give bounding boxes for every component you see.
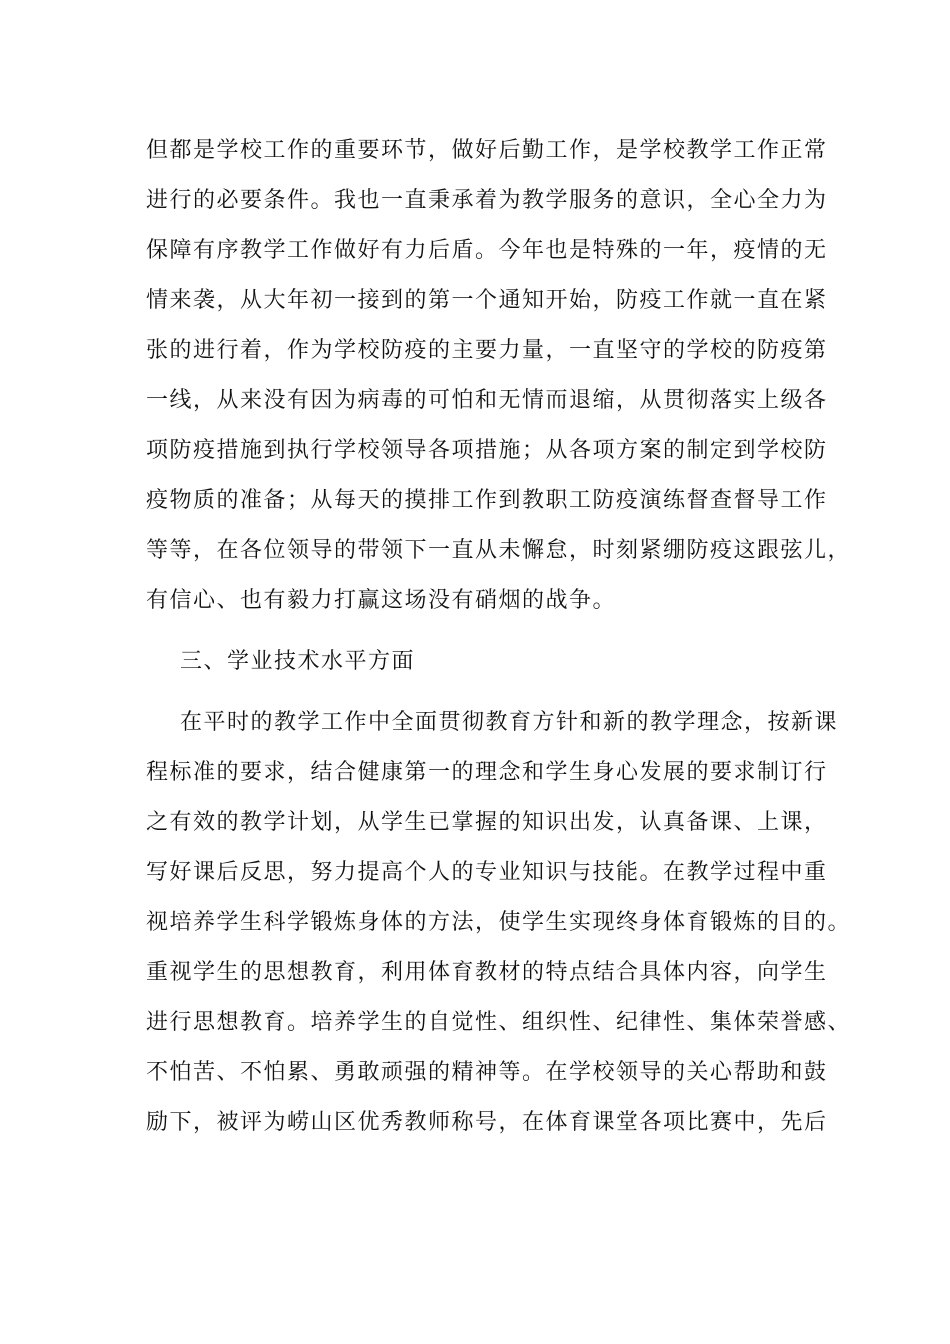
paragraph-line: 励下，被评为崂山区优秀教师称号，在体育课堂各项比赛中，先后 [146,1110,828,1135]
paragraph-line: 疫物质的准备；从每天的摸排工作到教职工防疫演练督查督导工作 [146,488,828,513]
paragraph-line: 之有效的教学计划，从学生已掌握的知识出发，认真备课、上课， [146,810,828,835]
paragraph-line: 情来袭，从大年初一接到的第一个通知开始，防疫工作就一直在紧 [146,288,828,313]
paragraph-line: 在平时的教学工作中全面贯彻教育方针和新的教学理念，按新课 [180,710,839,735]
paragraph-line: 有信心、也有毅力打赢这场没有硝烟的战争。 [146,588,617,613]
paragraph-line: 不怕苦、不怕累、勇敢顽强的精神等。在学校领导的关心帮助和鼓 [146,1060,828,1085]
paragraph-line: 进行的必要条件。我也一直秉承着为教学服务的意识，全心全力为 [146,188,828,213]
paragraph-line: 程标准的要求，结合健康第一的理念和学生身心发展的要求制订行 [146,760,828,785]
paragraph-line: 一线，从来没有因为病毒的可怕和无情而退缩，从贯彻落实上级各 [146,388,828,413]
paragraph-line: 项防疫措施到执行学校领导各项措施；从各项方案的制定到学校防 [146,438,828,463]
paragraph-line: 等等，在各位领导的带领下一直从未懈怠，时刻紧绷防疫这跟弦儿， [146,538,852,563]
paragraph-line: 重视学生的思想教育，利用体育教材的特点结合具体内容，向学生 [146,960,828,985]
paragraph-line: 张的进行着，作为学校防疫的主要力量，一直坚守的学校的防疫第 [146,338,828,363]
section-heading: 三、学业技术水平方面 [180,649,416,674]
paragraph-line: 写好课后反思，努力提高个人的专业知识与技能。在教学过程中重 [146,860,828,885]
paragraph-line: 保障有序教学工作做好有力后盾。今年也是特殊的一年，疫情的无 [146,238,828,263]
paragraph-line: 视培养学生科学锻炼身体的方法，使学生实现终身体育锻炼的目的。 [146,910,852,935]
paragraph-line: 进行思想教育。培养学生的自觉性、组织性、纪律性、集体荣誉感、 [146,1010,852,1035]
paragraph-line: 但都是学校工作的重要环节，做好后勤工作，是学校教学工作正常 [146,138,828,163]
